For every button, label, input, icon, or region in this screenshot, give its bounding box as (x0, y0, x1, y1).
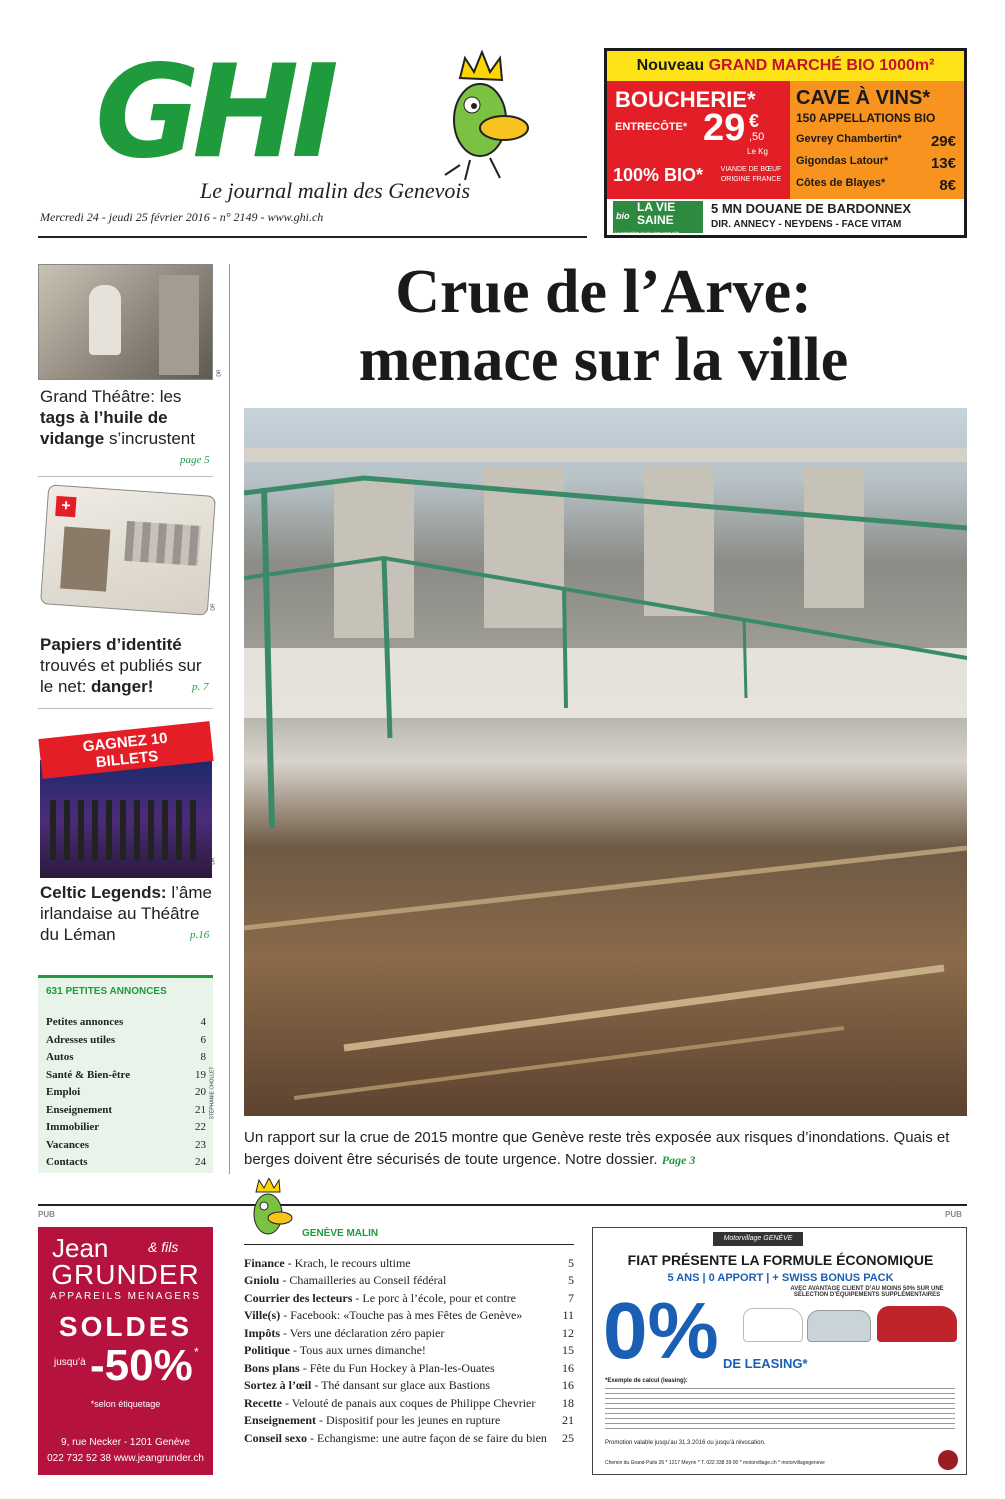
tagline: Le journal malin des Genevois (200, 178, 471, 203)
fine-print (605, 1388, 955, 1432)
celtic-legends-photo[interactable] (40, 760, 212, 878)
gm-item[interactable]: Courrier des lecteurs - Le porc à l’école, pour et contre 7 (244, 1291, 574, 1305)
portrait-blur (60, 527, 110, 592)
gm-item[interactable]: Politique - Tous aux urnes dimanche! 15 (244, 1343, 574, 1357)
grunder-discount: -50% (90, 1341, 193, 1390)
pa-item[interactable]: Santé & Bien-être 19 (46, 1069, 206, 1081)
pa-item[interactable]: Autos 8 (46, 1051, 206, 1063)
teaser-celtic[interactable]: Celtic Legends: l’âme irlandaise au Théâtre du Léman (40, 883, 212, 944)
price-euro: € (749, 111, 760, 131)
grunder-name2: GRUNDER (51, 1259, 200, 1290)
directions-text: DIR. ANNECY - NEYDENS - FACE VITAM (711, 219, 902, 230)
price-cents: ,50 (749, 131, 765, 143)
price-main: 29 (703, 107, 746, 149)
dancers-shape (50, 800, 200, 860)
ad-header: Nouveau GRAND MARCHÉ BIO 1000m² (607, 51, 964, 81)
dam-flood-photo[interactable] (244, 408, 967, 1116)
photo-credit: DR (210, 857, 217, 865)
entrecote-label: ENTRECÔTE* (615, 121, 688, 133)
page-ref[interactable]: p.16 (190, 929, 210, 941)
page-ref[interactable]: p. 7 (192, 681, 209, 693)
wine-row: Côtes de Blayes* 8€ (796, 177, 956, 194)
fiat-fine-title: *Exemple de calcul (leasing): (605, 1378, 688, 1384)
swiss-flag-icon: + (55, 496, 76, 517)
fiat-logo-icon (938, 1450, 958, 1470)
wine-row: Gevrey Chambertin* 29€ (796, 133, 956, 150)
douane-text: 5 MN DOUANE DE BARDONNEX (711, 201, 912, 216)
statue-shape (89, 285, 121, 355)
grunder-jusqua: jusqu’à (54, 1357, 86, 1368)
fiat-sub2: AVEC AVANTAGE CLIENT D’AU MOINS 50% SUR UNE SÉLECTION D’ÉQUIPEMENTS SUPPLÉMENTAIRES (790, 1286, 944, 1298)
photo-credit: DR (210, 603, 217, 611)
fiat-zero-percent: 0% (603, 1286, 719, 1375)
cave-title: CAVE À VINS* (796, 87, 931, 109)
fiat-promo: Promotion valable jusqu’au 31.3.2016 ou jusqu’à révocation. (605, 1440, 766, 1446)
pa-item[interactable]: Enseignement 21 (46, 1104, 206, 1116)
grunder-soldes: SOLDES (58, 1311, 193, 1342)
boucherie-title: BOUCHERIE* (615, 87, 756, 112)
column-rule (229, 264, 230, 1174)
railing-icon (244, 408, 967, 1116)
grunder-address: 9, rue Necker - 1201 Genève (61, 1437, 190, 1448)
page-ref[interactable]: page 5 (180, 454, 210, 466)
gm-item[interactable]: Enseignement - Dispositif pour les jeunes en rupture 21 (244, 1413, 574, 1427)
price-unit: Le Kg (747, 147, 768, 156)
duck-mascot-icon (430, 50, 535, 190)
dateline: Mercredi 24 - jeudi 25 février 2016 - n° 2149 - www.ghi.ch (40, 210, 324, 224)
pa-item[interactable]: Adresses utiles 6 (46, 1034, 206, 1046)
id-card-photo[interactable] (40, 484, 216, 615)
gagnez-banner[interactable]: GAGNEZ 10 BILLETS (38, 721, 213, 779)
grand-theatre-photo[interactable] (38, 264, 213, 380)
gm-item[interactable]: Impôts - Vers une déclaration zéro papier 12 (244, 1326, 574, 1340)
divider (38, 476, 213, 477)
car-red (877, 1306, 957, 1342)
masthead-rule (38, 236, 587, 238)
fiat-footer: Chemin du Grand-Puits 26 * 1217 Meyrin * T. 022 338 39 00 * motorvillage.ch * motorvillagegeneve (605, 1460, 825, 1466)
pub-label: PUB (945, 1210, 962, 1219)
section-rule (38, 1204, 967, 1206)
gm-item[interactable]: Conseil sexo - Echangisme: une autre façon de se faire du bien 25 (244, 1431, 574, 1445)
ad-footer (607, 199, 964, 235)
pa-item[interactable]: Contacts 24 (46, 1156, 206, 1168)
grunder-name1: Jean (52, 1233, 109, 1263)
geneve-malin-title: GENÈVE MALIN (302, 1228, 379, 1239)
fiat-headline: FIAT PRÉSENTE LA FORMULE ÉCONOMIQUE (627, 1252, 934, 1268)
pub-label: PUB (38, 1210, 55, 1219)
photo-credit: DR (216, 369, 223, 377)
column-shape (159, 275, 199, 375)
main-caption: Un rapport sur la crue de 2015 montre que Genève reste très exposée aux risques d’inondations. Quais et berges doivent être sécurisés de toute urgence. Notre dossier. Page 3 (244, 1129, 950, 1168)
teaser-grand-theatre[interactable]: Grand Théâtre: les tags à l’huile de vidange s’incrustent (40, 387, 195, 448)
car-white (743, 1308, 803, 1342)
grunder-note: *selon étiquetage (90, 1399, 161, 1409)
pa-title: 631 PETITES ANNONCES (46, 986, 167, 997)
pa-item[interactable]: Petites annonces 4 (46, 1016, 206, 1028)
fiat-sub: 5 ANS | 0 APPORT | + SWISS BONUS PACK (667, 1272, 894, 1284)
boucherie-panel (607, 81, 790, 199)
wine-row: Gigondas Latour* 13€ (796, 155, 956, 172)
fiat-ad[interactable] (592, 1227, 967, 1475)
pa-item[interactable]: Immobilier 22 (46, 1121, 206, 1133)
appellations: 150 APPELLATIONS BIO (796, 111, 936, 125)
bio-label: 100% BIO* (613, 165, 704, 185)
duck-mascot-icon (244, 1178, 294, 1244)
photo-credit: STÉPHANIE CHOLLET (209, 1066, 216, 1120)
pixelated-data (124, 521, 201, 566)
motorvillage-logo: Motorvillage GENÈVE (713, 1232, 803, 1246)
grunder-sub: APPAREILS MENAGERS (50, 1291, 201, 1302)
gm-item[interactable]: Sortez à l’œil - Thé dansant sur glace aux Bastions 16 (244, 1378, 574, 1392)
viande-note: VIANDE DE BŒUF ORIGINE FRANCE (720, 166, 782, 183)
main-headline[interactable]: Crue de l’Arve: menace sur la ville (358, 258, 849, 394)
jean-grunder-ad[interactable] (38, 1227, 213, 1475)
car-grey (807, 1310, 871, 1342)
petites-annonces-box (38, 975, 216, 1173)
fiat-leasing: DE LEASING* (723, 1356, 808, 1371)
gm-item[interactable]: Bons plans - Fête du Fun Hockey à Plan-les-Ouates 16 (244, 1361, 574, 1375)
gm-item[interactable]: Ville(s) - Facebook: «Touche pas à mes Fêtes de Genève» 11 (244, 1308, 574, 1322)
ghi-logo: GHI (95, 38, 331, 187)
divider (38, 708, 213, 709)
gm-item[interactable]: Recette - Velouté de panais aux coques de Philippe Chevrier 18 (244, 1396, 574, 1410)
cave-panel (790, 81, 964, 199)
la-vie-saine-logo: bio LA VIE SAINE Le spécialiste du bio dans votre ville (613, 201, 703, 233)
grunder-contact: 022 732 52 38 www.jeangrunder.ch (47, 1453, 204, 1464)
gm-item[interactable]: Gniolu - Chamailleries au Conseil fédéral 5 (244, 1273, 574, 1287)
grunder-fils: & fils (148, 1239, 179, 1255)
gm-rule (244, 1244, 574, 1245)
gm-item[interactable]: Finance - Krach, le recours ultime 5 (244, 1256, 574, 1270)
grunder-star: * (194, 1345, 199, 1359)
pa-item[interactable]: Vacances 23 (46, 1139, 206, 1151)
bio-market-ad[interactable] (604, 48, 967, 238)
pa-item[interactable]: Emploi 20 (46, 1086, 206, 1098)
teaser-papiers[interactable]: Papiers d’identité trouvés et publiés sur le net: danger! (40, 635, 202, 696)
